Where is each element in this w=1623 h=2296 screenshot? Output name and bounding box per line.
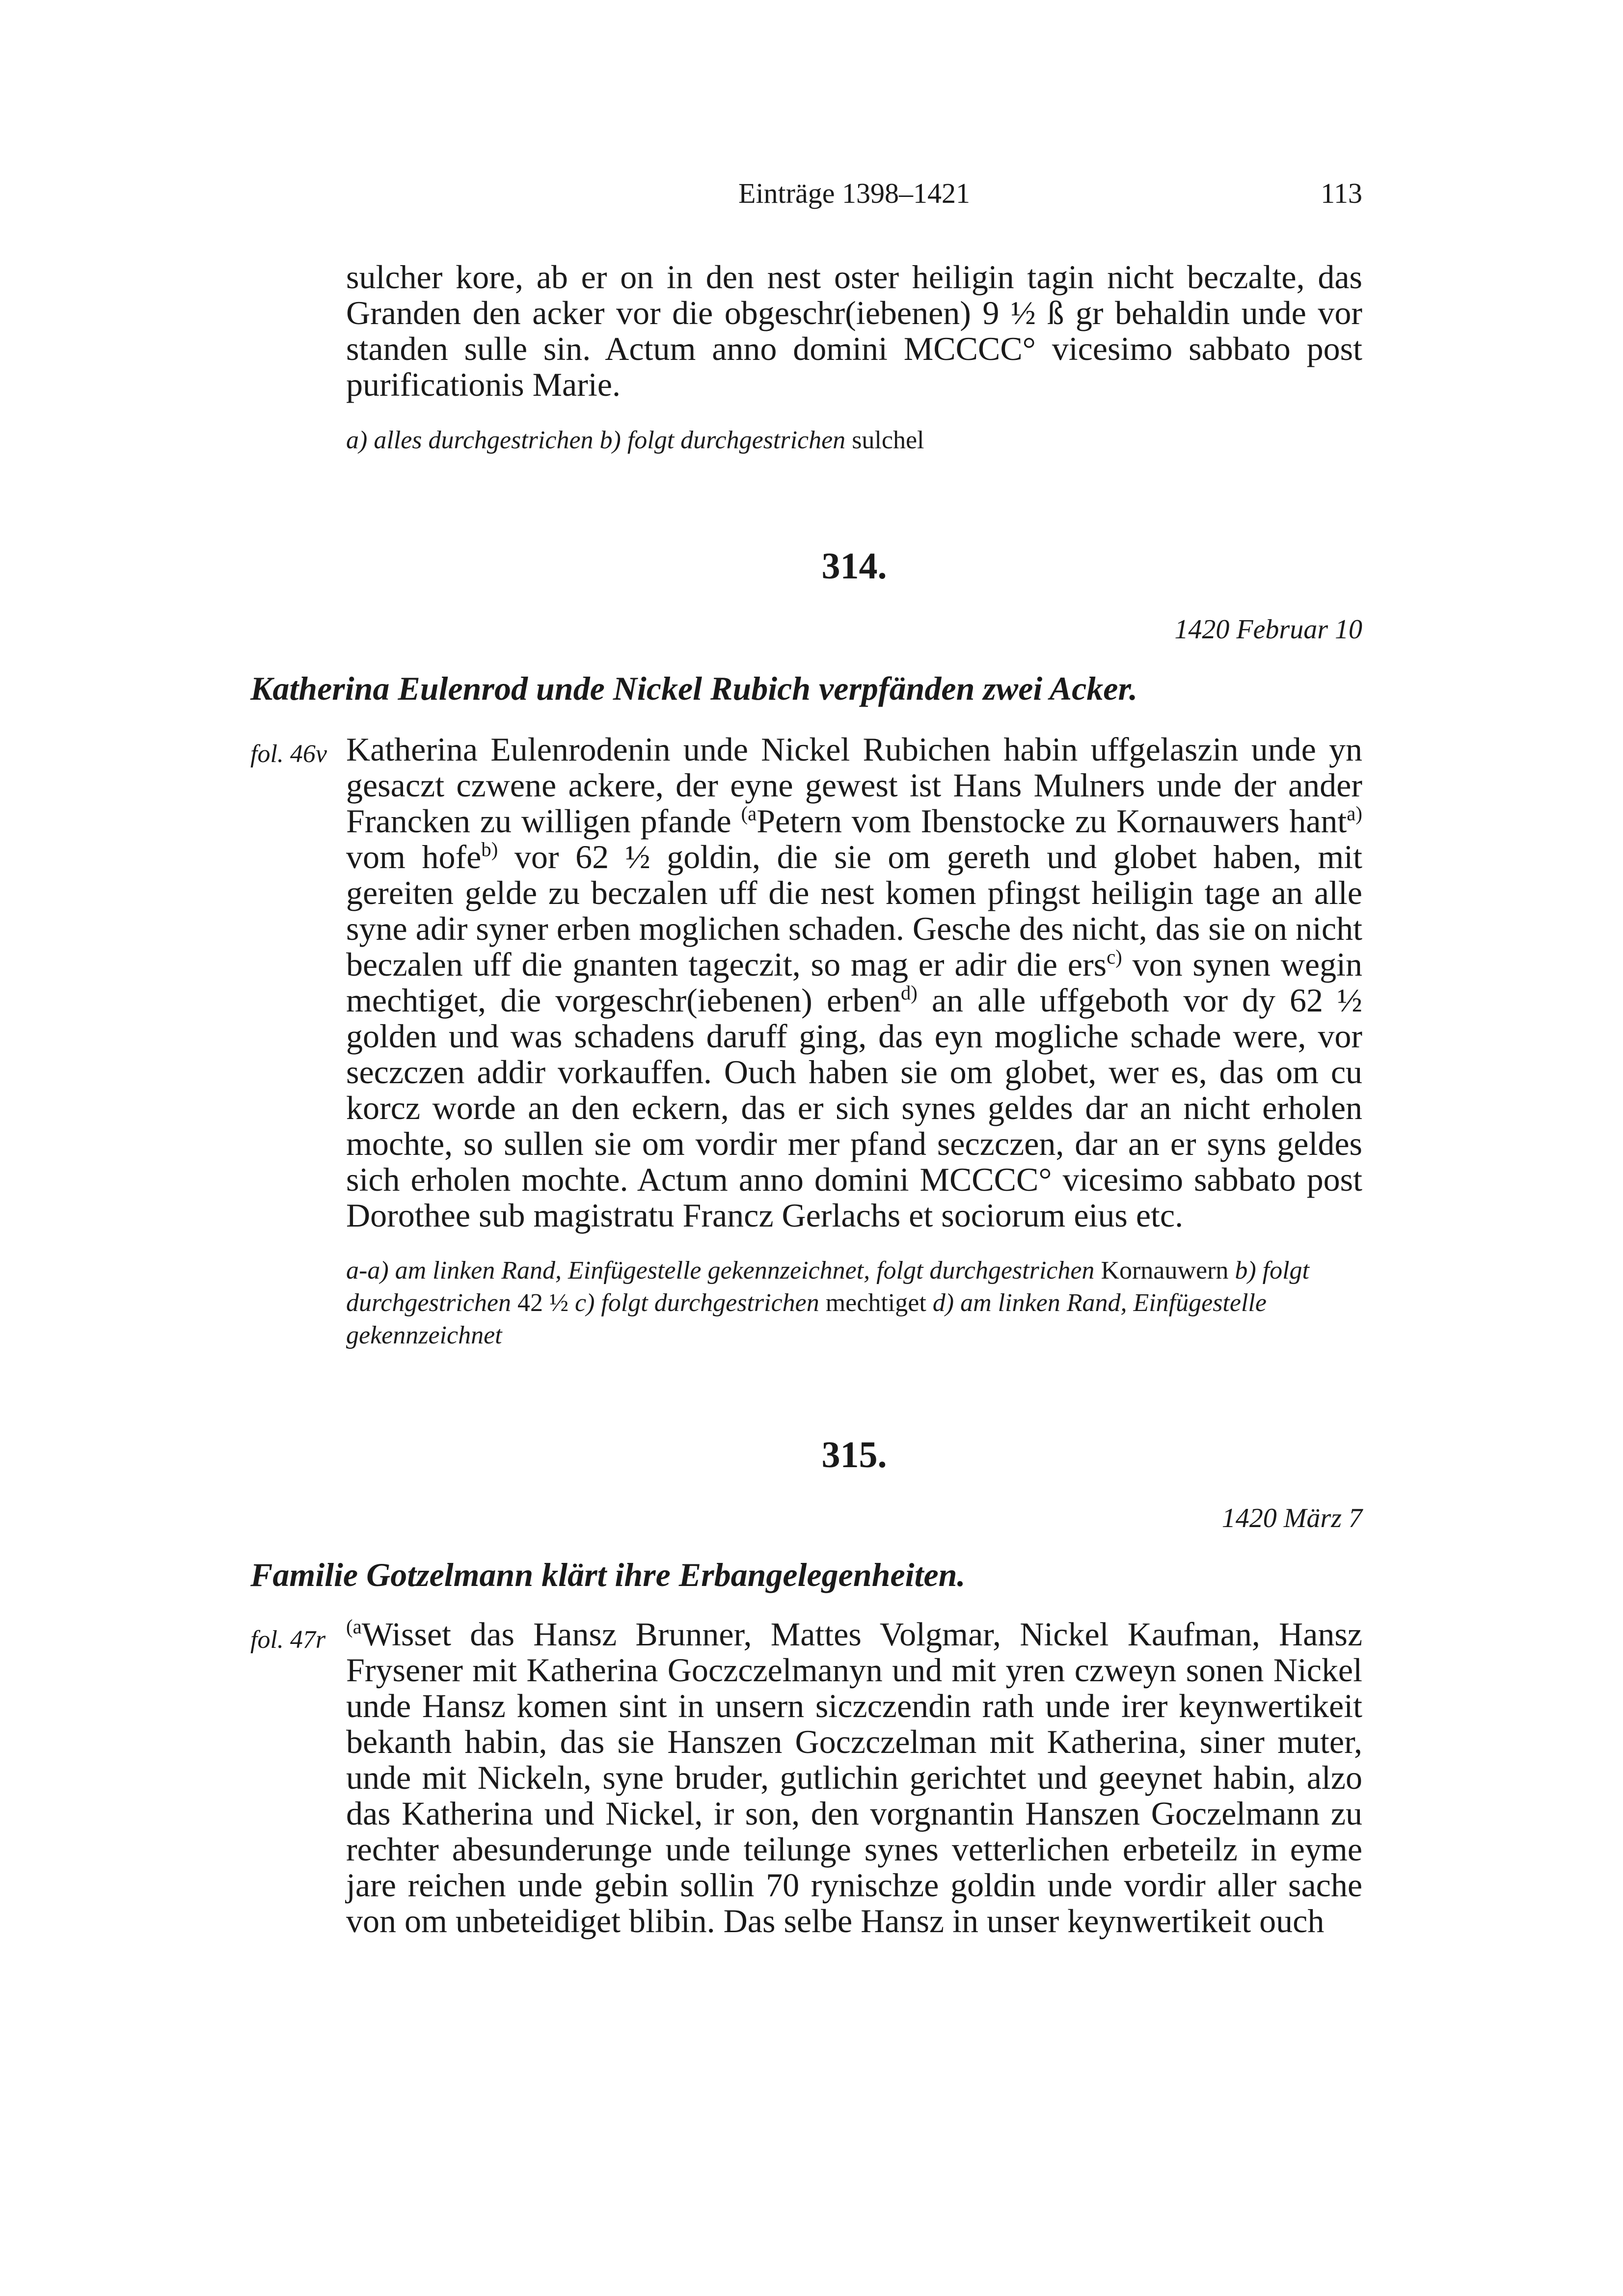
entry-314-text-part: Katherina Eulenrodenin unde Nickel Rubichen habin uffgelaszin unde yn gesaczt czwene ackere, der eyne gewest ist Hans Mulners unde der ander Francken zu willigen pfande <box>346 731 1362 840</box>
entry-313-footnotes <box>346 424 1362 457</box>
entry-314-text-part: vor 62 ½ goldin, die sie om gereth und globet haben, mit gereiten gelde zu beczalen uff die nest komen pfingst heiligin tage an alle syne adir syner erben moglichen schaden. Gesche des nicht, das sie on nicht beczalen uff die gnanten tageczit, so mag er adir die ers <box>346 838 1363 983</box>
footnote-marker: (a <box>741 802 757 825</box>
entry-313-note-italic: a) alles durchgestrichen b) folgt durchgestrichen <box>346 426 846 454</box>
entry-315-number: 315. <box>821 1434 887 1476</box>
entry-314-text <box>346 732 1362 1233</box>
entry-314-text-part: an alle uffgeboth vor dy 62 ½ golden und was schadens daruff ging, das eyn mogliche schade were, vor seczczen addir vorkauffen. Ouch haben sie om globet, wer es, das om cu korcz worde an den eckern, das er sich synes geldes dar an nicht erholen mochte, so sullen sie om vordir mer pfand seczczen, dar an er syns geldes sich erholen mochte. Actum anno domini MCCCC° vicesimo sabbato post Dorothee sub magistratu Francz Gerlachs et sociorum eius etc. <box>346 982 1363 1234</box>
entry-314-number: 314. <box>821 546 887 587</box>
entry-314-folio: fol. 46v <box>250 740 327 768</box>
entry-314-note-plain: 42 ½ <box>511 1289 575 1317</box>
entry-314-note-italic: a-a) am linken Rand, Einfügestelle gekennzeichnet, folgt durchgestrichen <box>346 1257 1095 1285</box>
entry-314-note-italic: d) am linken Rand, Einfügestelle gekennzeichnet <box>346 1289 1267 1349</box>
entry-315-text <box>346 1616 1362 1939</box>
entry-315-title: Familie Gotzelmann klärt ihre Erbangelegenheiten. <box>250 1556 966 1593</box>
entry-314-note-italic: c) folgt durchgestrichen <box>575 1289 819 1317</box>
entry-315-folio: fol. 47r <box>250 1626 326 1654</box>
footnote-marker: a) <box>1347 802 1362 825</box>
page-header <box>346 177 1362 216</box>
entry-315-date: 1420 März 7 <box>1221 1503 1362 1533</box>
footnote-marker: b) <box>481 838 498 861</box>
entry-314-footnotes <box>346 1255 1362 1352</box>
footnote-marker: c) <box>1107 946 1122 968</box>
page-number: 113 <box>1321 177 1362 209</box>
entry-314-note-italic: b) folgt durchgestrichen <box>346 1257 1310 1317</box>
entry-314-date: 1420 Februar 10 <box>1174 614 1362 645</box>
entry-314-text-part: vom hofe <box>346 838 482 875</box>
footnote-marker: d) <box>900 982 918 1004</box>
entry-315-text-part: Wisset das Hansz Brunner, Mattes Volgmar, Nickel Kaufman, Hansz Frysener mit Katherina Goczczelmanyn und mit yren czweyn sonen Nickel unde Hansz komen sint in unsern siczczendin rath unde irer keynwertikeit bekanth habin, das sie Hanszen Goczczelman mit Katherina, siner muter, unde mit Nickeln, syne bruder, gutlichin gerichtet und geeynet habin, alzo das Katherina und Nickel, ir son, den vorgnantin Hanszen Goczelmann zu rechter abesunderunge unde teilunge synes vetterlichen erbeteilz in eyme jare reichen unde gebin sollin 70 rynischze goldin unde vordir aller sache von om unbeteidiget blibin. Das selbe Hansz in unser keynwertikeit ouch <box>346 1615 1362 1940</box>
entry-314-text-part: von synen wegin mechtiget, die vorgeschr(iebenen) erben <box>346 946 1362 1019</box>
entry-314-note-plain: Kornauwern <box>1094 1257 1235 1285</box>
running-title: Einträge 1398–1421 <box>738 177 970 209</box>
entry-314-text-part: Petern vom Ibenstocke zu Kornauwers hant <box>757 802 1347 840</box>
entry-313-tail-text: sulcher kore, ab er on in den nest oster heiligin tagin nicht beczalte, das Granden den acker vor die obgeschr(iebenen) 9 ½ ß gr behaldin unde vor standen sulle sin. Actum anno domini MCCCC° vicesimo sabbato post purificationis Marie. <box>346 258 1362 403</box>
entry-314-note-plain: mechtiget <box>819 1289 933 1317</box>
entry-313-note-plain: sulchel <box>845 426 924 454</box>
entry-314-title: Katherina Eulenrod unde Nickel Rubich verpfänden zwei Acker. <box>250 670 1138 707</box>
footnote-marker: (a <box>346 1615 362 1638</box>
